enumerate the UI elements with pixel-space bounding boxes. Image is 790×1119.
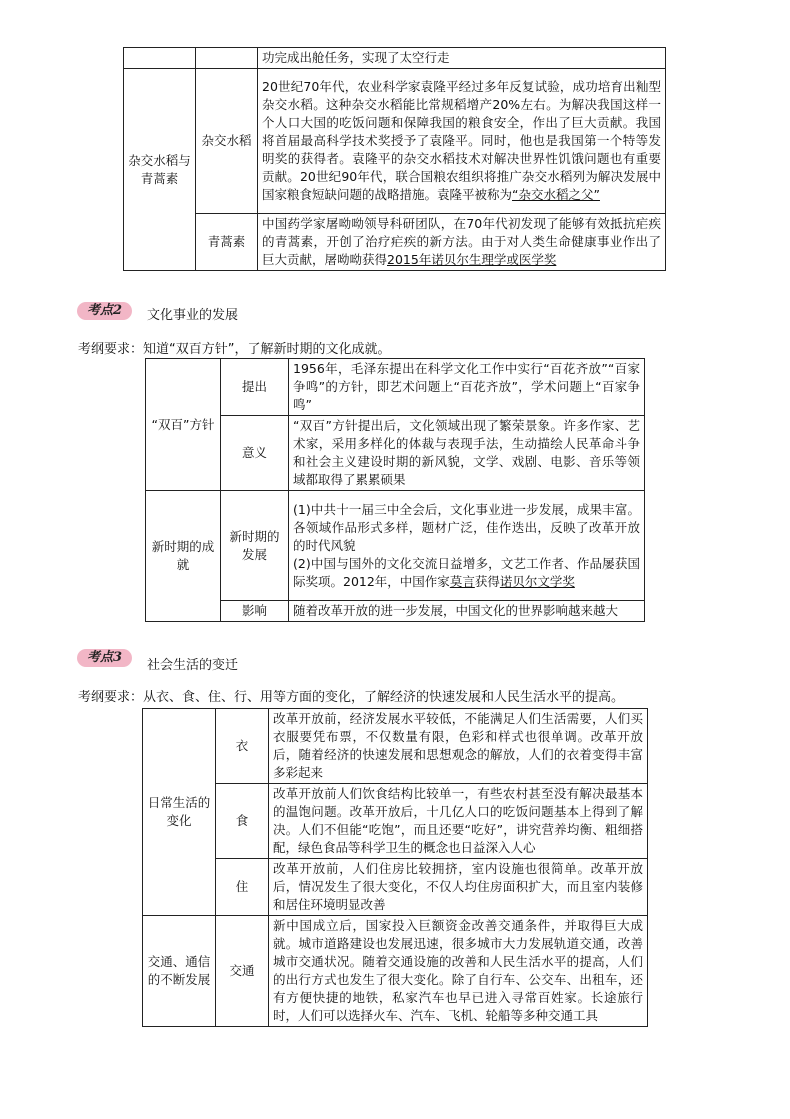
rice-label: 杂交水稻 <box>196 69 258 214</box>
housing-label: 住 <box>216 859 269 916</box>
table-row <box>143 916 648 1027</box>
section2-requirement: 考纲要求：知道“双百方针”，了解新时期的文化成就。 <box>78 342 391 357</box>
artemisinin-text-underlined: 2015年诺贝尔生理学或医学奖 <box>387 252 557 267</box>
table-achievements <box>123 47 666 271</box>
proposal-text: 1956年，毛泽东提出在科学文化工作中实行“百花齐放”“百家争鸣”的方针，即艺术问题上“百花齐放”，学术问题上“百家争鸣” <box>289 359 645 416</box>
table-row <box>146 491 645 601</box>
significance-label: 意义 <box>221 416 289 491</box>
newera-label: 新时期的成就 <box>146 491 221 622</box>
clothing-label: 衣 <box>216 709 269 784</box>
section2-badge: 考点2 <box>77 302 132 320</box>
food-text: 改革开放前人们饮食结构比较单一，有些农村甚至没有解决最基本的温饱问题。改革开放后，十几亿人口的吃饭问题基本上得到了解决。人们不但能“吃饱”，而且还要“吃好”，讲究营养均衡、粗细搭配，绿色食品等科学卫生的概念也日益深入人心 <box>269 784 648 859</box>
transport-text: 新中国成立后，国家投入巨额资金改善交通条件，并取得巨大成就。城市道路建设也发展迅速，很多城市大力发展轨道交通，改善城市交通状况。随着交通设施的改善和人民生活水平的提高，人们的出行方式也发生了很大变化。除了自行车、公交车、出租车，还有方便快捷的地铁，私家汽车也早已进入寻常百姓家。长途旅行时，人们可以选择火车、汽车、飞机、轮船等多种交通工具 <box>269 916 648 1027</box>
table-row <box>146 359 645 416</box>
housing-text: 改革开放前，人们住房比较拥挤，室内设施也很简单。改革开放后，情况发生了很大变化，不仅人均住房面积扩大，而且室内装修和居住环境明显改善 <box>269 859 648 916</box>
clothing-text: 改革开放前，经济发展水平较低，不能满足人们生活需要，人们买衣服要凭布票，不仅数量有限，色彩和样式也很单调。改革开放后，随着经济的快速发展和思想观念的解放，人们的衣着变得丰富多彩起来 <box>269 709 648 784</box>
rice-text <box>258 69 666 214</box>
development-text-mo-yan: 莫言 <box>449 573 475 589</box>
development-label: 新时期的发展 <box>221 491 289 601</box>
significance-text: “双百”方针提出后，文化领域出现了繁荣景象。许多作家、艺术家，采用多样化的体裁与表现手法，生动描绘人民革命斗争和社会主义建设时期的新风貌，文学、戏剧、电影、音乐等领域都取得了累累硕果 <box>289 416 645 491</box>
section3-title: 社会生活的变迁 <box>147 658 239 673</box>
table-row <box>124 214 666 271</box>
rice-text-underlined: “杂交水稻之父” <box>512 187 600 202</box>
influence-text: 随着改革开放的进一步发展，中国文化的世界影响越来越大 <box>289 601 645 622</box>
rice-text-main: 20世纪70年代，农业科学家袁隆平经过多年反复试验，成功培育出籼型杂交水稻。这种杂交水稻能比常规稻增产20%左右。为解决我国这样一个人口大国的吃饭问题和保障我国的粮食安全，作出了巨大贡献。我国将首届最高科学技术奖授予了袁隆平。同时，他也是我国第一个特等发明奖的获得者。袁隆平的杂交水稻技术对解决世界性饥饿问题也有重要贡献。20世纪90年代，联合国粮农组织将推广杂交水稻列为解决发展中国家粮食短缺问题的战略措施。袁隆平被称为 <box>262 79 661 202</box>
development-text-2: (2)中国与国外的文化交流日益增多，文艺工作者、作品屡获国际奖项。2012年，中国作家 <box>293 555 640 589</box>
table-culture <box>145 358 645 622</box>
transport-group-label: 交通、通信的不断发展 <box>143 916 216 1027</box>
development-text-1: (1)中共十一届三中全会后，文化事业进一步发展，成果丰富。各领域作品形式多样，题材广泛，佳作迭出，反映了改革开放的时代风貌 <box>293 501 640 553</box>
development-text <box>289 491 645 601</box>
shuangbai-label: “双百”方针 <box>146 359 221 491</box>
section3-requirement: 考纲要求：从衣、食、住、行、用等方面的变化，了解经济的快速发展和人民生活水平的提高。 <box>78 690 625 705</box>
artemisinin-text <box>258 214 666 271</box>
proposal-label: 提出 <box>221 359 289 416</box>
artemisinin-label: 青蒿素 <box>196 214 258 271</box>
group-label: 杂交水稻与青蒿素 <box>124 69 196 271</box>
row0-text: 功完成出舱任务，实现了太空行走 <box>258 48 666 69</box>
artemisinin-text-main: 中国药学家屠呦呦领导科研团队，在70年代初发现了能够有效抵抗疟疾的青蒿素，开创了治疗疟疾的新方法。由于对人类生命健康事业作出了巨大贡献，屠呦呦获得 <box>262 216 661 267</box>
empty-cell <box>124 48 196 69</box>
influence-label: 影响 <box>221 601 289 622</box>
table-social-life <box>142 708 648 1027</box>
development-text-2-mid: 获得 <box>474 573 500 589</box>
table-row <box>146 601 645 622</box>
food-label: 食 <box>216 784 269 859</box>
table-row <box>124 69 666 214</box>
table-row <box>143 784 648 859</box>
table-row <box>143 709 648 784</box>
empty-cell <box>196 48 258 69</box>
section2-title: 文化事业的发展 <box>147 308 239 323</box>
table-row <box>143 859 648 916</box>
section3-badge: 考点3 <box>77 649 132 667</box>
transport-label: 交通 <box>216 916 269 1027</box>
table-row <box>146 416 645 491</box>
development-text-nobel: 诺贝尔文学奖 <box>499 573 575 589</box>
table-row <box>124 48 666 69</box>
daily-label: 日常生活的变化 <box>143 709 216 916</box>
